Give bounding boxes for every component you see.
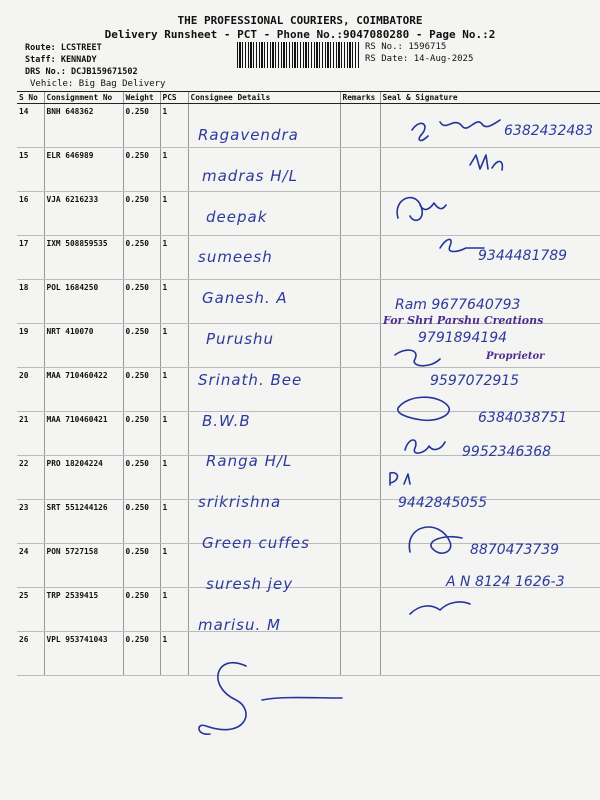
bottom-signature [199, 663, 342, 735]
consignee-handwritten: deepak [206, 207, 268, 226]
col-sno: S No [17, 92, 44, 104]
row-weight: 0.250 [123, 368, 160, 412]
row-weight: 0.250 [123, 544, 160, 588]
phone-handwritten: A N 8124 1626-3 [446, 574, 565, 590]
row-consignment-no: PRO 18204224 [44, 456, 123, 500]
signature-14 [412, 120, 500, 140]
row-sno: 14 [17, 104, 44, 148]
row-sno: 20 [17, 368, 44, 412]
row-weight: 0.250 [123, 456, 160, 500]
row-sno: 22 [17, 456, 44, 500]
consignee-handwritten: sumeesh [198, 248, 273, 267]
row-sno: 15 [17, 148, 44, 192]
row-sno: 23 [17, 500, 44, 544]
row-consignment-no: PON 5727158 [44, 544, 123, 588]
rs-number: RS No.: 1596715 [365, 42, 447, 52]
row-sno: 26 [17, 632, 44, 676]
row-consignment-no: SRT 551244126 [44, 500, 123, 544]
signature-22 [405, 440, 445, 453]
row-consignment-no: BNH 648362 [44, 104, 123, 148]
row-weight: 0.250 [123, 104, 160, 148]
row-weight: 0.250 [123, 500, 160, 544]
company-title: THE PROFESSIONAL COURIERS, COIMBATORE [177, 14, 423, 27]
signature-17 [440, 239, 484, 251]
signature-21 [398, 397, 450, 420]
row-pcs: 1 [160, 632, 188, 676]
row-consignment-no: POL 1684250 [44, 280, 123, 324]
row-consignment-no: VJA 6216233 [44, 192, 123, 236]
row-consignment-no: MAA 710460422 [44, 368, 123, 412]
consignee-handwritten: B.W.B [202, 411, 251, 430]
phone-handwritten: 6384038751 [478, 410, 568, 426]
signature-15 [470, 155, 502, 170]
phone-handwritten: 6382432483 [504, 123, 594, 139]
row-sno: 21 [17, 412, 44, 456]
row-pcs: 1 [160, 104, 188, 148]
row-weight: 0.250 [123, 148, 160, 192]
vehicle-label: Vehicle: Big Bag Delivery [30, 79, 166, 89]
row-pcs: 1 [160, 368, 188, 412]
consignee-handwritten: srikrishna [198, 493, 282, 512]
row-pcs: 1 [160, 412, 188, 456]
row-sno: 17 [17, 236, 44, 280]
drs-number: DRS No.: DCJB159671502 [25, 67, 138, 77]
row-pcs: 1 [160, 544, 188, 588]
row-consignment-no: TRP 2539415 [44, 588, 123, 632]
row-sno: 25 [17, 588, 44, 632]
stamp-proprietor: Proprietor [486, 351, 545, 362]
row-sno: 16 [17, 192, 44, 236]
row-sno: 24 [17, 544, 44, 588]
row-weight: 0.250 [123, 192, 160, 236]
row-consignment-no: IXM 508859535 [44, 236, 123, 280]
row-consignment-no: ELR 646989 [44, 148, 123, 192]
row-consignment-no: NRT 410070 [44, 324, 123, 368]
runsheet-subtitle: Delivery Runsheet - PCT - Phone No.:9047080280 - Page No.:2 [104, 28, 496, 41]
signature-24 [409, 527, 462, 553]
consignee-handwritten: Ragavendra [198, 126, 299, 144]
col-consignee: Consignee Details [188, 92, 340, 104]
consignee-handwritten: madras H/L [202, 166, 298, 185]
row-sno: 19 [17, 324, 44, 368]
row-pcs: 1 [160, 236, 188, 280]
row-pcs: 1 [160, 280, 188, 324]
col-pcs: PCS [160, 92, 188, 104]
row-weight: 0.250 [123, 324, 160, 368]
row-consignment-no: MAA 710460421 [44, 412, 123, 456]
rs-date: RS Date: 14-Aug-2025 [365, 54, 474, 64]
consignee-handwritten: marisu. M [198, 615, 281, 634]
row-weight: 0.250 [123, 588, 160, 632]
row-consignment-no: VPL 953741043 [44, 632, 123, 676]
row-pcs: 1 [160, 588, 188, 632]
signature-19 [395, 350, 440, 366]
consignee-handwritten: Ranga H/L [206, 452, 293, 471]
consignee-handwritten: Srinath. Bee [198, 370, 303, 389]
phone-handwritten: 9344481789 [478, 248, 568, 264]
col-remarks: Remarks [340, 92, 380, 104]
stamp-company: For Shri Parshu Creations [383, 314, 544, 327]
col-weight: Weight [123, 92, 160, 104]
row-pcs: 1 [160, 500, 188, 544]
phone-handwritten: 9952346368 [462, 444, 552, 460]
phone-handwritten: 9791894194 [418, 330, 508, 346]
row-weight: 0.250 [123, 236, 160, 280]
phone-handwritten: 9597072915 [430, 373, 520, 389]
col-seal-signature: Seal & Signature [380, 92, 600, 104]
row-sno: 18 [17, 280, 44, 324]
row-pcs: 1 [160, 456, 188, 500]
phone-handwritten: 8870473739 [470, 542, 560, 558]
consignee-handwritten: suresh jey [206, 574, 294, 593]
phone-handwritten: Ram 9677640793 [395, 297, 521, 313]
col-consignment: Consignment No [44, 92, 123, 104]
signature-23 [390, 473, 410, 485]
signature-16 [397, 198, 446, 221]
row-weight: 0.250 [123, 632, 160, 676]
consignee-handwritten: Green cuffes [202, 534, 310, 552]
row-pcs: 1 [160, 324, 188, 368]
phone-handwritten: 9442845055 [398, 495, 488, 511]
consignee-handwritten: Ganesh. A [202, 289, 288, 308]
row-pcs: 1 [160, 192, 188, 236]
row-weight: 0.250 [123, 412, 160, 456]
signature-26 [410, 602, 470, 614]
row-pcs: 1 [160, 148, 188, 192]
staff-label: Staff: KENNADY [25, 55, 97, 65]
row-weight: 0.250 [123, 280, 160, 324]
route-label: Route: LCSTREET [25, 43, 102, 53]
consignee-handwritten: Purushu [206, 330, 275, 348]
